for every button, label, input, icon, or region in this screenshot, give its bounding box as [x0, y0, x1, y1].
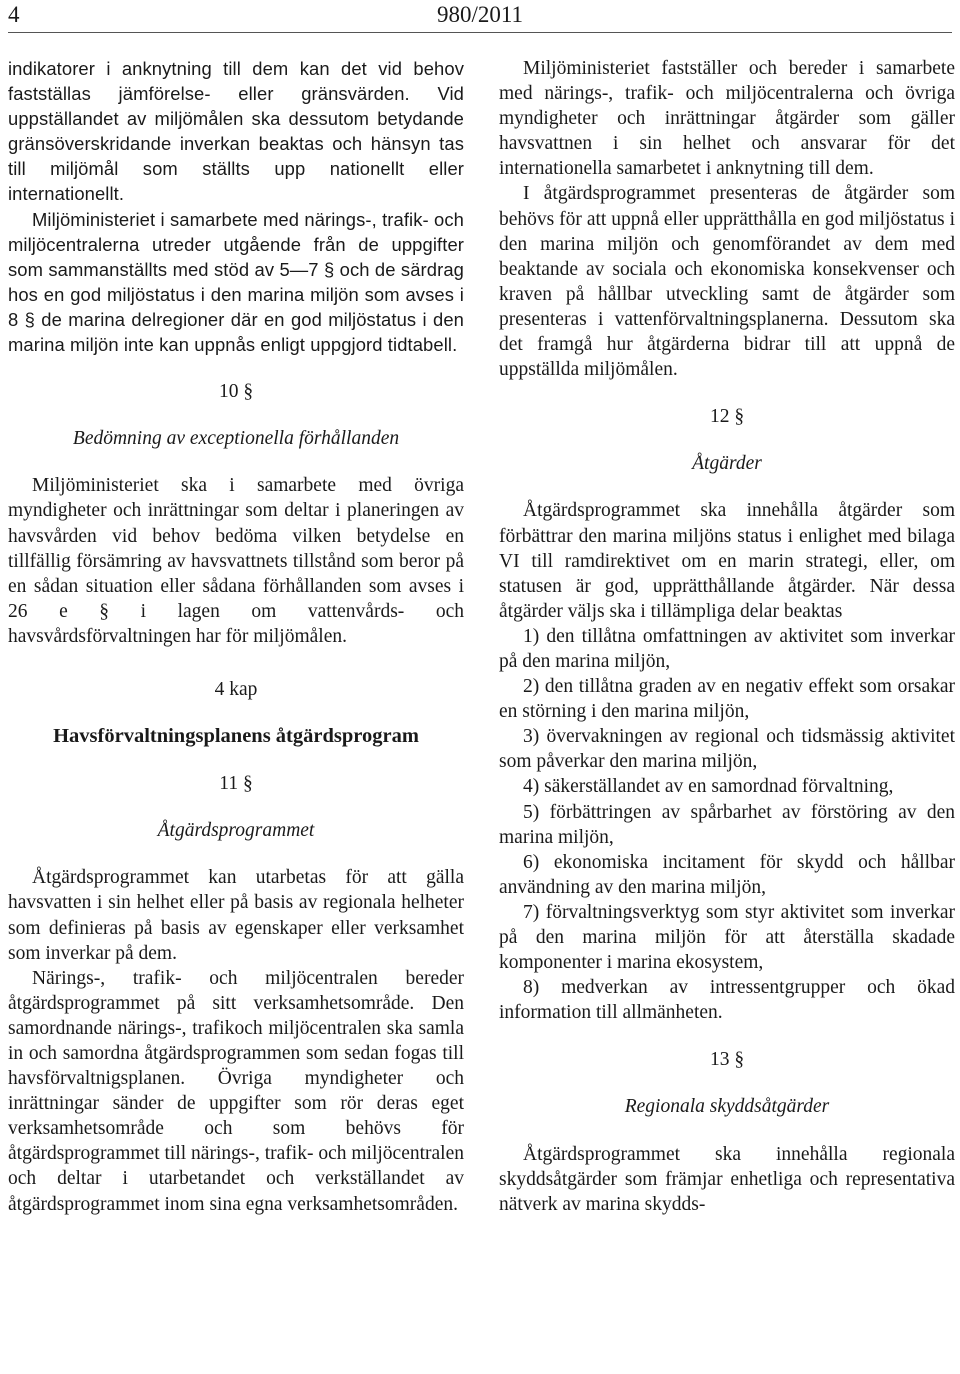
paragraph: Miljöministeriet ska i samarbete med övriga myndigheter och inrättningar som deltar i planeringen av havsvården vid behov bedöma vilken betydelse en tillfällig försämring av havsvattnets tillstånd som beror på en sådan situation eller sådana förhållanden som avses i 26 e § i lagen om vattenvårds- och havsvårdsförvaltningen har för miljömålen. — [8, 475, 464, 647]
list-item: 1) den tillåtna omfattningen av aktivitet som inverkar på den marina miljön, — [499, 625, 955, 672]
section-number: 12 § — [709, 406, 745, 428]
paragraph: Miljöministeriet i samarbete med närings-, trafik- och miljöcentralerna utreder utgående från de uppgifter som sammanställts med stöd av 5—7 § och de särdrag hos en god miljöstatus i den marina miljön som avses i 8 § de marina delregioner där en god miljöstatus i den marina miljön inte kan uppnås enligt uppgjord tidtabell. — [8, 208, 464, 356]
list-item: 5) förbättringen av spårbarhet av förstöring av den marina miljön, — [499, 801, 955, 848]
list-item: 8) medverkan av intressentgrupper och ökad information till allmänheten. — [499, 977, 955, 1024]
paragraph: Miljöministeriet fastställer och bereder i samarbete med närings-, trafik- och miljöcentralerna och övriga myndigheter och inrättningar åtgärder som gäller havsvattnen i sin helhet och ansvarar för det internationella samarbetet i anknytning till dem. — [499, 58, 955, 180]
left-column — [8, 56, 464, 1217]
paragraph: Åtgärdsprogrammet ska innehålla åtgärder som förbättrar den marina miljöns status i enlighet med bilaga VI till ramdirektivet om en marin strategi, eller, om statusen är god, upprätthållande åtgärder. När dessa åtgärder väljs ska i tillämpliga delar beaktas — [499, 500, 955, 622]
section-number: 11 § — [219, 773, 253, 795]
document-number: 980/2011 — [436, 2, 524, 27]
page-number: 4 — [8, 2, 20, 27]
section-number: 13 § — [709, 1049, 745, 1071]
paragraph: Åtgärdsprogrammet ska innehålla regionala skyddsåtgärder som främjar enhetliga och representativa nätverk av marina skydds- — [499, 1143, 955, 1215]
paragraph: Närings-, trafik- och miljöcentralen bereder åtgärdsprogrammet på sitt verksamhetsområde. Den samordnande närings-, trafikoch miljöcentralen ska samla in och samordna åtgärdsprogrammen som sedan fogas till havsförvaltnigsplanen. Övriga myndigheter och inrättningar sänder de uppgifter som rör deras eget verksamhetsområde och som behövs för åtgärdsprogrammet till närings-, trafik- och miljöcentralen och deltar i utarbetandet och verkställandet av åtgärdsprogrammet inom sina egna verksamhetsområden. — [8, 967, 464, 1215]
list-item: 4) säkerställandet av en samordnad förvaltning, — [523, 776, 894, 798]
page-header — [8, 0, 952, 32]
section-title: Regionala skyddsåtgärder — [624, 1096, 830, 1118]
section-title: Åtgärder — [692, 453, 762, 475]
list-item: 3) övervakningen av regional och tidsmässig aktivitet som påverkar den marina miljön, — [499, 726, 955, 773]
list-item: 2) den tillåtna graden av en negativ effekt som orsakar en störning i den marina miljön, — [499, 676, 955, 723]
right-column — [499, 56, 955, 1217]
chapter-title: Havsförvaltningsplanens åtgärdsprogram — [53, 725, 419, 748]
chapter-number: 4 kap — [214, 678, 258, 700]
paragraph: Åtgärdsprogrammet kan utarbetas för att gälla havsvatten i sin helhet eller på basis av regionala helheter som definieras på basis av egenskaper eller verksamhet som inverkar på dem. — [8, 867, 464, 964]
list-item: 6) ekonomiska incitament för skydd och hållbar användning av den marina miljön, — [499, 851, 955, 898]
header-divider — [8, 32, 952, 33]
paragraph: indikatorer i anknytning till dem kan det vid behov fastställas jämförelse- eller gränsvärden. Vid uppställandet av miljömålen ska dessutom betydande gränsöverskridande inverkan beaktas och hänsyn tas till miljömål som ställts upp nationellt eller internationellt. — [8, 58, 464, 205]
section-title: Åtgärdsprogrammet — [157, 820, 315, 842]
section-number: 10 § — [218, 381, 254, 403]
paragraph: I åtgärdsprogrammet presenteras de åtgärder som behövs för att uppnå eller upprätthålla en god miljöstatus i den marina miljön och genomförandet av dem med beaktande av sociala och ekonomiska konsekvenser och kraven på hållbar utveckling samt de åtgärder som presenteras i vattenförvaltningsplanerna. Dessutom ska det framgå hur åtgärderna bidrar till att uppnå de uppställda miljömålen. — [499, 183, 955, 381]
list-item: 7) förvaltningsverktyg som styr aktivitet som inverkar på den marina miljön för att återställa skadade komponenter i marina ekosystem, — [499, 901, 955, 974]
section-title: Bedömning av exceptionella förhållanden — [72, 428, 400, 450]
